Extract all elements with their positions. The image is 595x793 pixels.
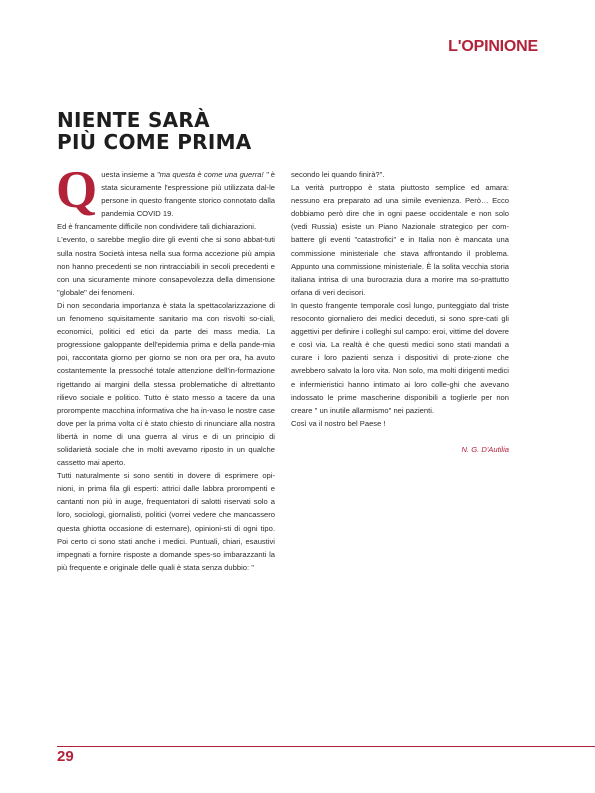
paragraph-4: Di non secondaria importanza è stata la spettacolarizzazione di un fenomeno squisitamente sanitario ma con risvolti so-ciali, economici, politici ed etici da parte dei mass media. La progressione galoppante dell'epidemia prima e della pande-mia poi, raccontata giorno per giorno se non ora per ora, ha avuto costantemente la pressoché totale attenzione dell'in-formazione rigettando ai margini della stessa problematiche di altrettanto rilievo sociale e politico. Tutto è stato messo a tacere da una prorompente macchina informativa che ha in-vaso le nostre case dove per la prima volta ci è stato chiesto di rinunciare alla nostra libertà in nome di una guerra al virus e di un principio di solidarietà sociale che in molti avevamo riposto in un qualche cassetto mai aperto.: [57, 300, 275, 468]
article-column-left: [56, 161, 276, 574]
paragraph-1-quote: "ma questa è come una guerra! ": [156, 170, 269, 179]
paragraph-8: Così va il nostro bel Paese !: [291, 418, 386, 428]
paragraph-5: Tutti naturalmente si sono sentiti in dovere di esprimere opi-nioni, in prima fila gli esperti: attrici dalle labbra prorompenti e cantanti non più in auge, frequentatori di salotti riservati solo a loro, sociologi, giornalisti, politici (vorrei vedere che mancassero questa ghiotta occasione di esternare), opinioni-sti di ogni tipo. Poi certo ci sono stati anche i medici. Puntuali, chiari, esaustivi impegnati a fornire risposte a domande spes-so imbarazzanti la più frequente e originale delle quali è stata senza dubbio: ": [57, 471, 275, 572]
article-title: [57, 109, 357, 153]
paragraph-7: In questo frangente temporale così lungo, punteggiato dal triste resoconto giornaliero dei medici deceduti, si sono spre-cati gli aggettivi per definire i colleghi sul campo: eroi, vittime del dovere e così via. La realtà è che questi medici sono stati mandati a curare i loro pazienti senza i dispositivi di prote-zione che avrebbero salvato la loro vita. Non solo, ma molti dirigenti medici e infermieristici hanno intimato ai loro colle-ghi che avevano indossato le prime mascherine disponibili a toglierle per non creare " un inutile allarmismo" nei pazienti.: [291, 300, 509, 415]
article-title-line-1: NIENTE SARÀ: [57, 108, 210, 132]
page-number: 29: [57, 748, 74, 765]
paragraph-5-continued: secondo lei quando finirà?".: [291, 170, 385, 179]
article-title-line-2: PIÙ COME PRIMA: [57, 130, 252, 154]
paragraph-3: L'evento, o sarebbe meglio dire gli eventi che si sono abbat-tuti sulla nostra Società intesa nella sua forma accezione più ampia non hanno precedenti se non rintracciabili in secoli precedenti e con una sicuramente minore consapevolezza della dimensione "globale" dei fenomeni.: [57, 235, 275, 297]
paragraph-1: [56, 161, 276, 220]
author-signature: N. G. D'Autilia: [461, 444, 509, 454]
paragraph-1-rest: è stata sicuramente l'espressione più utilizzata dal-le persone in questo frangente storico connotato dalla pandemia COVID 19.: [101, 170, 276, 219]
article-column-right: [291, 168, 509, 456]
paragraph-1-start: uesta insieme a: [101, 170, 157, 179]
drop-cap: Q: [56, 161, 98, 219]
footer-rule: [57, 746, 595, 747]
section-label: L'OPINIONE: [448, 38, 538, 55]
paragraph-6: La verità purtroppo è stata piuttosto semplice ed amara: nessuno era preparato ad una simile evenienza. Però… Ecco dobbiamo però dire che in ogni paese occidentale e non solo (vedi Russia) esiste un Piano Nazionale strategico per com-battere gli eventi "catastrofici" e in Italia non è mancata una commissione ministeriale che stava affrontando il problema. Appunto una commissione ministeriale. È la solita vecchia storia italiana intrisa di una burocrazia dura a morire ma so-prattutto orfana di veri decisori.: [291, 183, 509, 297]
paragraph-2: Ed è francamente difficile non condividere tali dichiarazioni.: [57, 222, 257, 232]
